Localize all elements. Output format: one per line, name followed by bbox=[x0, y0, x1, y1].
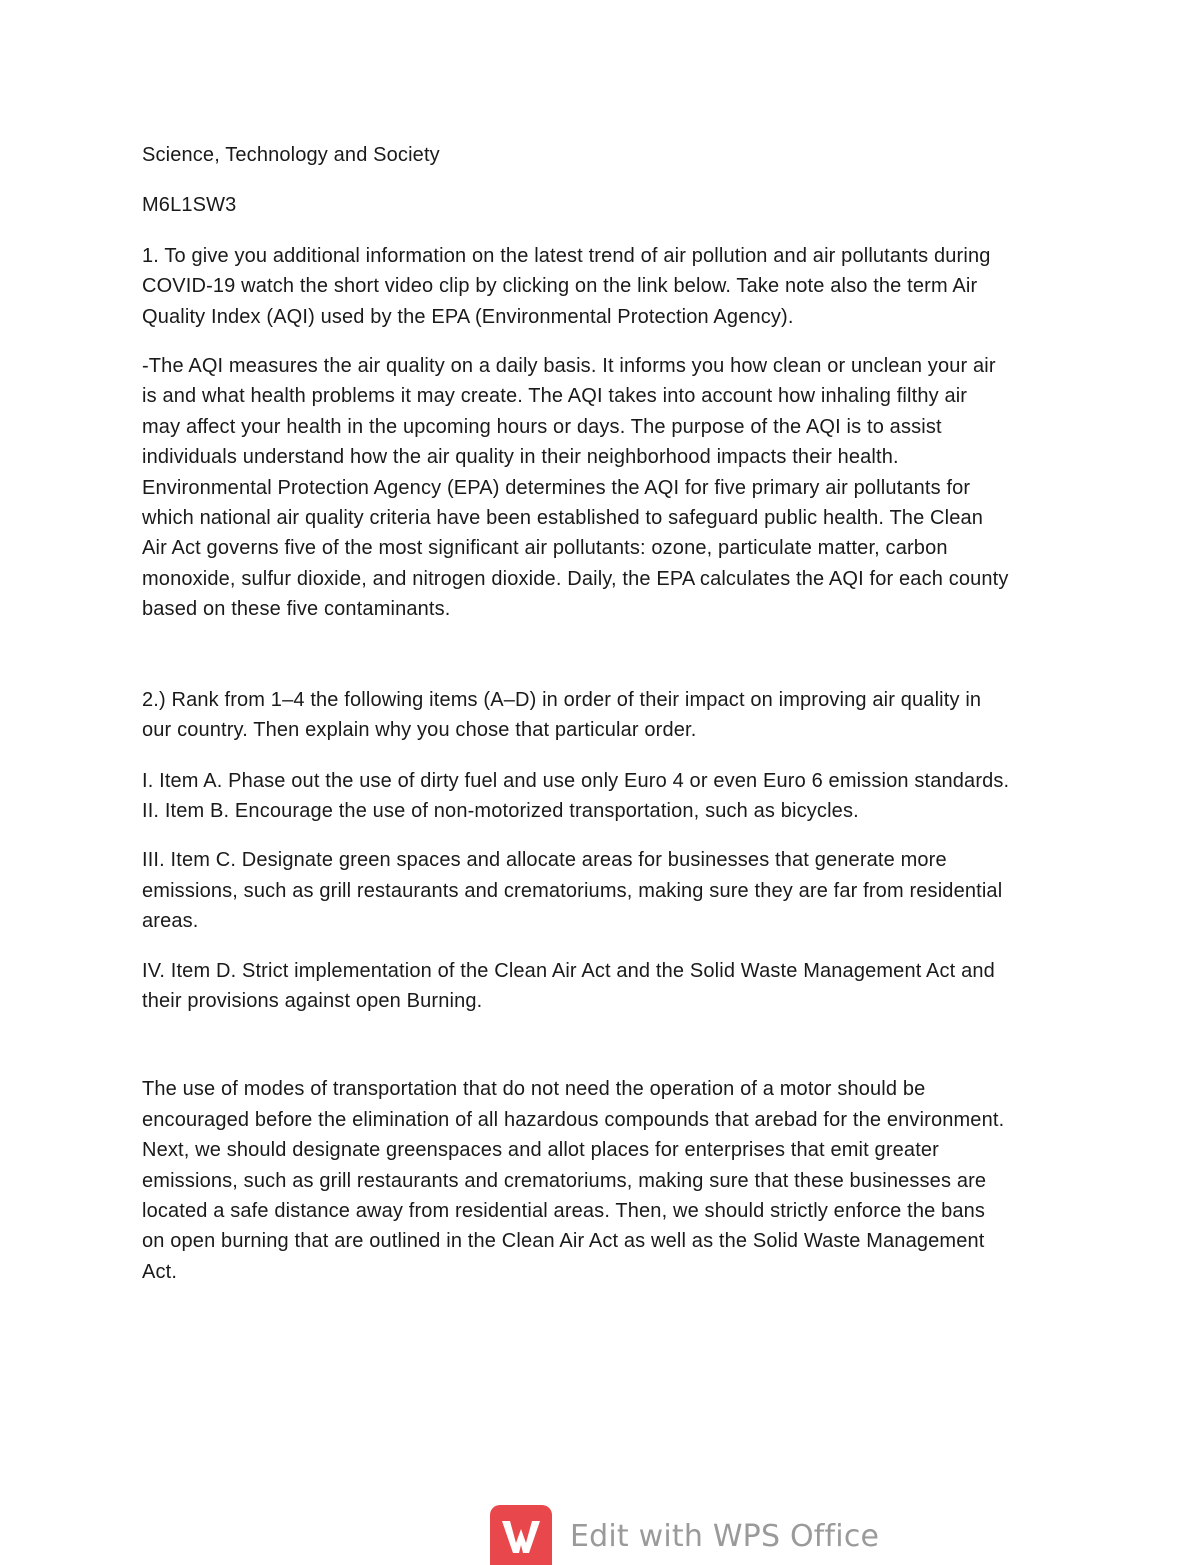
course-title: Science, Technology and Society bbox=[142, 144, 440, 166]
item-d: IV. Item D. Strict implementation of the Clean Air Act and the Solid Waste Management Act and their provisions against open Burning. bbox=[142, 959, 995, 1012]
wps-edit-label[interactable]: Edit with WPS Office bbox=[570, 1519, 880, 1554]
activity-code: M6L1SW3 bbox=[142, 194, 237, 217]
wps-logo-icon bbox=[490, 1505, 552, 1565]
item-c: III. Item C. Designate green spaces and allocate areas for businesses that generate more emissions, such as grill restaurants and crematoriums, making sure they are far from residential areas. bbox=[142, 849, 1003, 933]
items-a-b: I. Item A. Phase out the use of dirty fuel and use only Euro 4 or even Euro 6 emission standards. II. Item B. Encourage the use of non-motorized transportation, such as bicycles. bbox=[142, 769, 1010, 822]
question-1: 1. To give you additional information on the latest trend of air pollution and air pollutants during COVID-19 watch the short video clip by clicking on the link below. Take note also the term Air Quality Index (AQI) used by the EPA (Environmental Protection Agency). bbox=[142, 244, 991, 328]
document-body bbox=[142, 140, 1072, 1287]
edit-with-wps-badge[interactable] bbox=[490, 1505, 879, 1565]
question-2: 2.) Rank from 1–4 the following items (A–D) in order of their impact on improving air quality in our country. Then explain why you chose that particular order. bbox=[142, 688, 982, 742]
answer-1: -The AQI measures the air quality on a daily basis. It informs you how clean or unclean your air is and what health problems it may create. The AQI takes into account how inhaling filthy air may affect your health in the upcoming hours or days. The purpose of the AQI is to assist individuals understand how the air quality in their neighborhood impacts their health. Environmental Protection Agency (EPA) determines the AQI for five primary air pollutants for which national air quality criteria have been established to safeguard public health. The Clean Air Act governs five of the most significant air pollutants: ozone, particulate matter, carbon monoxide, sulfur dioxide, and nitrogen dioxide. Daily, the EPA calculates the AQI for each county based on these five contaminants. bbox=[142, 355, 1009, 621]
answer-2: The use of modes of transportation that do not need the operation of a motor should be encouraged before the elimination of all hazardous compounds that arebad for the environment. Next, we should designate greenspaces and allot places for enterprises that emit greater emissions, such as grill restaurants and crematoriums, making sure that these businesses are located a safe distance away from residential areas. Then, we should strictly enforce the bans on open burning that are outlined in the Clean Air Act as well as the Solid Waste Management Act. bbox=[142, 1078, 1005, 1283]
